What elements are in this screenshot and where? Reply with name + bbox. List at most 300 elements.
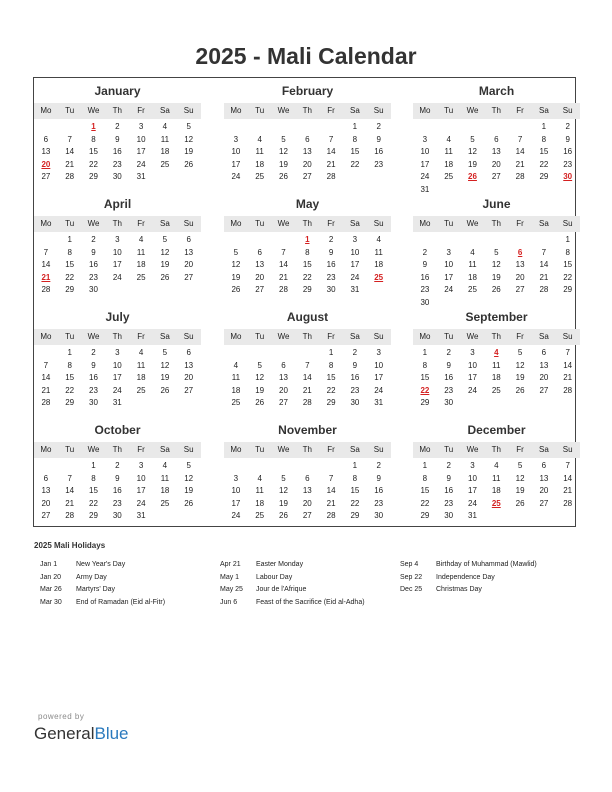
day-cell: 7	[328, 473, 334, 483]
day-cell: 14	[563, 473, 573, 483]
day-cell: 27	[184, 272, 194, 282]
day-cell: 14	[326, 147, 336, 156]
holiday-date: Sep 22	[400, 573, 423, 581]
day-cell: 15	[420, 486, 430, 495]
day-cell: 19	[231, 272, 241, 282]
weekday-header	[34, 103, 201, 119]
day-cell: 4	[494, 461, 499, 470]
day-cell: 10	[420, 147, 430, 156]
day-cell: 19	[184, 147, 194, 156]
weekday-label: Sa	[539, 445, 549, 454]
day-cell: 6	[305, 134, 310, 144]
day-cell: 8	[305, 247, 310, 257]
day-cell: 27	[302, 511, 312, 520]
day-cell: 21	[563, 486, 573, 495]
weekday-label: We	[87, 106, 100, 115]
day-cell: 10	[231, 147, 241, 156]
day-cell: 21	[539, 272, 549, 282]
day-cell: 13	[302, 486, 312, 495]
day-cell: 7	[565, 348, 570, 357]
day-cell: 23	[112, 159, 122, 169]
day-cell: 15	[89, 486, 98, 495]
day-cell: 29	[65, 285, 75, 294]
day-cell: 4	[257, 473, 262, 483]
day-cell: 9	[115, 473, 120, 483]
day-cell: 5	[470, 134, 475, 144]
weekday-label: We	[277, 219, 290, 228]
day-cell: 20	[184, 260, 194, 269]
day-cell: 17	[136, 486, 146, 495]
day-cell: 1	[328, 348, 334, 357]
day-cell: 21	[65, 498, 75, 508]
day-cell: 16	[89, 260, 98, 269]
day-cell: 2	[115, 461, 120, 470]
holiday-row	[400, 584, 570, 597]
weekday-label: We	[277, 445, 290, 454]
weekday-label: Fr	[327, 445, 335, 454]
holiday-column	[220, 559, 390, 609]
weekday-header	[34, 216, 201, 232]
day-cell: 30	[326, 285, 336, 294]
weekday-label: Mo	[40, 445, 52, 454]
weekday-label: Su	[373, 106, 384, 115]
day-cell: 26	[160, 385, 170, 395]
holiday-day-cell: 21	[41, 272, 51, 282]
day-cell: 21	[302, 385, 312, 395]
day-cell: 7	[43, 360, 49, 370]
day-cell: 16	[350, 373, 360, 382]
weekday-label: Th	[491, 332, 501, 341]
day-cell: 6	[186, 348, 191, 357]
day-cell: 11	[492, 473, 501, 483]
weekday-label: Fr	[137, 219, 145, 228]
day-cell: 3	[138, 461, 144, 470]
day-cell: 17	[350, 260, 360, 269]
day-cell: 23	[350, 385, 360, 395]
day-cell: 4	[233, 360, 239, 370]
day-cell: 31	[374, 398, 384, 407]
weekday-label: Th	[302, 106, 312, 115]
weekday-label: Tu	[65, 332, 75, 341]
weekday-label: Fr	[137, 332, 145, 341]
holiday-date: May 1	[220, 573, 240, 581]
day-cell: 18	[231, 385, 241, 395]
day-cell: 1	[565, 235, 570, 244]
day-cell: 30	[420, 297, 430, 307]
weekday-label: Mo	[230, 106, 242, 115]
day-cell: 13	[41, 486, 51, 495]
day-cell: 18	[468, 272, 477, 282]
day-cell: 23	[374, 159, 384, 169]
day-cell: 2	[352, 348, 358, 357]
holiday-date: Mar 30	[40, 598, 62, 606]
day-cell: 31	[136, 172, 146, 181]
weekday-label: Mo	[230, 445, 242, 454]
day-cell: 11	[136, 247, 146, 257]
day-cell: 27	[41, 511, 51, 520]
day-cell: 30	[350, 398, 360, 407]
holiday-name: Martyrs' Day	[76, 586, 116, 593]
day-cell: 5	[257, 360, 262, 370]
day-cell: 5	[281, 134, 286, 144]
day-cell: 26	[515, 498, 525, 508]
day-cell: 13	[302, 147, 312, 156]
day-cell: 28	[563, 498, 573, 508]
day-cell: 19	[491, 272, 501, 282]
day-cell: 17	[444, 272, 454, 282]
day-cell: 4	[376, 235, 381, 244]
day-cell: 29	[302, 285, 312, 294]
day-cell: 3	[115, 235, 120, 244]
day-cell: 2	[376, 122, 381, 131]
weekday-label: Sa	[539, 332, 549, 341]
day-cell: 27	[491, 172, 501, 181]
holiday-row	[220, 572, 390, 585]
weekday-label: Sa	[539, 219, 549, 228]
day-cell: 29	[420, 398, 430, 407]
holiday-name: Birthday of Muhammad (Mawlid)	[436, 561, 537, 568]
day-cell: 26	[160, 272, 170, 282]
day-cell: 20	[279, 385, 288, 395]
weekday-label: Tu	[65, 219, 75, 228]
day-cell: 22	[326, 385, 336, 395]
day-cell: 12	[255, 373, 265, 382]
day-cell: 18	[136, 373, 146, 382]
month-name: October	[94, 423, 141, 437]
day-cell: 24	[136, 498, 146, 508]
day-cell: 28	[326, 172, 336, 181]
day-cell: 8	[422, 473, 428, 483]
day-cell: 19	[468, 159, 477, 169]
weekday-label: We	[87, 332, 100, 341]
day-cell: 15	[539, 147, 549, 156]
weekday-label: Sa	[350, 445, 360, 454]
day-cell: 23	[112, 498, 122, 508]
day-cell: 27	[515, 285, 525, 294]
day-cell: 30	[89, 398, 98, 407]
day-cell: 25	[491, 385, 501, 395]
day-cell: 3	[470, 348, 475, 357]
day-cell: 23	[444, 498, 454, 508]
day-cell: 12	[184, 134, 194, 144]
day-cell: 16	[112, 486, 122, 495]
day-cell: 22	[539, 159, 549, 169]
day-cell: 9	[352, 360, 358, 370]
day-cell: 30	[112, 172, 122, 181]
day-cell: 26	[231, 285, 241, 294]
day-cell: 20	[302, 498, 312, 508]
day-cell: 21	[326, 498, 336, 508]
weekday-label: Su	[562, 332, 573, 341]
day-cell: 10	[374, 360, 384, 370]
day-cell: 7	[67, 134, 72, 144]
weekday-label: Th	[112, 106, 122, 115]
generalblue-logo[interactable]	[34, 724, 129, 744]
holiday-date: May 25	[220, 586, 243, 593]
day-cell: 11	[444, 147, 453, 156]
day-cell: 10	[444, 260, 454, 269]
day-cell: 22	[89, 159, 98, 169]
day-cell: 14	[326, 486, 336, 495]
day-cell: 18	[374, 260, 384, 269]
day-cell: 7	[67, 473, 72, 483]
day-cell: 20	[539, 486, 549, 495]
day-cell: 6	[186, 235, 191, 244]
weekday-label: Tu	[255, 332, 265, 341]
day-cell: 15	[89, 147, 98, 156]
day-cell: 21	[65, 159, 75, 169]
weekday-label: Tu	[255, 219, 265, 228]
day-cell: 24	[136, 159, 146, 169]
day-cell: 23	[374, 498, 384, 508]
brand-general: General	[34, 724, 95, 743]
day-cell: 15	[350, 147, 360, 156]
month-name: March	[478, 84, 515, 98]
day-cell: 27	[539, 385, 549, 395]
weekday-label: Fr	[516, 445, 524, 454]
day-cell: 1	[91, 461, 96, 470]
month-name: April	[103, 197, 132, 211]
day-cell: 24	[420, 172, 430, 181]
weekday-header	[413, 329, 580, 345]
weekday-label: Th	[302, 219, 312, 228]
day-cell: 8	[67, 360, 72, 370]
day-cell: 13	[539, 473, 549, 483]
day-cell: 16	[89, 373, 98, 382]
holiday-day-cell: 1	[305, 235, 310, 244]
day-cell: 10	[231, 486, 241, 495]
day-cell: 18	[160, 147, 170, 156]
holiday-day-cell: 4	[494, 348, 499, 357]
day-cell: 8	[328, 360, 334, 370]
day-cell: 2	[376, 461, 381, 470]
day-cell: 13	[491, 147, 501, 156]
weekday-header	[413, 216, 580, 232]
weekday-label: Su	[183, 106, 194, 115]
day-cell: 24	[231, 511, 241, 520]
day-cell: 2	[91, 348, 96, 357]
day-cell: 12	[279, 147, 288, 156]
powered-by-text: powered by	[38, 712, 85, 721]
day-cell: 6	[281, 360, 286, 370]
weekday-label: We	[466, 445, 479, 454]
day-cell: 14	[515, 147, 525, 156]
day-cell: 1	[67, 235, 72, 244]
day-cell: 14	[65, 147, 75, 156]
day-cell: 27	[539, 498, 549, 508]
day-cell: 24	[374, 385, 384, 395]
weekday-label: Th	[491, 219, 501, 228]
weekday-label: Su	[562, 219, 573, 228]
holiday-date: Sep 4	[400, 561, 419, 568]
day-cell: 6	[494, 134, 499, 144]
day-cell: 29	[89, 172, 98, 181]
day-cell: 17	[374, 373, 384, 382]
day-cell: 17	[112, 373, 122, 382]
day-cell: 22	[420, 498, 430, 508]
day-cell: 17	[231, 159, 241, 169]
day-cell: 15	[302, 260, 312, 269]
day-cell: 14	[539, 260, 549, 269]
day-cell: 18	[444, 159, 454, 169]
day-cell: 3	[138, 122, 144, 131]
day-cell: 8	[91, 473, 96, 483]
day-cell: 11	[136, 360, 146, 370]
day-cell: 9	[446, 473, 451, 483]
day-cell: 16	[374, 486, 384, 495]
day-cell: 7	[305, 360, 310, 370]
day-cell: 11	[160, 134, 170, 144]
day-cell: 4	[162, 122, 168, 131]
day-cell: 17	[420, 159, 430, 169]
holiday-row	[40, 559, 210, 572]
weekday-label: Fr	[516, 219, 524, 228]
day-cell: 3	[422, 134, 428, 144]
day-cell: 5	[517, 348, 523, 357]
day-cell: 16	[374, 147, 384, 156]
day-cell: 20	[255, 272, 265, 282]
day-cell: 21	[41, 385, 51, 395]
day-cell: 16	[563, 147, 573, 156]
day-cell: 19	[279, 159, 288, 169]
day-cell: 13	[184, 360, 194, 370]
weekday-label: Tu	[65, 106, 75, 115]
weekday-label: Mo	[230, 332, 242, 341]
day-cell: 4	[138, 348, 144, 357]
day-cell: 6	[43, 134, 49, 144]
day-cell: 24	[350, 272, 360, 282]
day-cell: 12	[515, 473, 525, 483]
day-cell: 24	[468, 498, 477, 508]
weekday-label: Fr	[137, 445, 145, 454]
day-cell: 10	[112, 247, 122, 257]
day-cell: 25	[136, 385, 146, 395]
day-cell: 9	[115, 134, 120, 144]
day-cell: 29	[326, 398, 336, 407]
day-cell: 17	[112, 260, 122, 269]
day-cell: 29	[563, 285, 573, 294]
day-cell: 30	[444, 511, 454, 520]
day-cell: 29	[350, 511, 360, 520]
day-cell: 15	[65, 260, 75, 269]
weekday-label: Tu	[65, 445, 75, 454]
holiday-row	[220, 584, 390, 597]
day-cell: 13	[184, 247, 194, 257]
weekday-label: Tu	[444, 106, 454, 115]
day-cell: 28	[539, 285, 549, 294]
day-cell: 19	[255, 385, 265, 395]
day-cell: 3	[352, 235, 358, 244]
day-cell: 11	[255, 486, 264, 495]
weekday-label: Su	[183, 219, 194, 228]
day-cell: 6	[305, 473, 310, 483]
day-cell: 12	[231, 260, 241, 269]
day-cell: 25	[160, 498, 170, 508]
day-cell: 6	[43, 473, 49, 483]
day-cell: 23	[89, 272, 98, 282]
day-cell: 8	[91, 134, 96, 144]
day-cell: 8	[565, 247, 570, 257]
day-cell: 2	[115, 122, 120, 131]
day-cell: 15	[420, 373, 430, 382]
day-cell: 12	[160, 247, 170, 257]
weekday-label: We	[466, 106, 479, 115]
day-cell: 3	[470, 461, 475, 470]
day-cell: 29	[89, 511, 98, 520]
holiday-day-cell: 6	[517, 247, 523, 257]
day-cell: 17	[468, 373, 477, 382]
holiday-date: Jan 1	[40, 561, 58, 568]
day-cell: 28	[279, 285, 288, 294]
weekday-label: Sa	[160, 219, 170, 228]
day-cell: 23	[444, 385, 454, 395]
day-cell: 25	[468, 285, 477, 294]
day-cell: 2	[328, 235, 334, 244]
day-cell: 18	[255, 159, 265, 169]
day-cell: 25	[444, 172, 454, 181]
day-cell: 14	[279, 260, 288, 269]
day-cell: 10	[468, 360, 477, 370]
day-cell: 20	[491, 159, 501, 169]
day-cell: 18	[491, 486, 501, 495]
day-cell: 28	[302, 398, 312, 407]
day-cell: 21	[515, 159, 525, 169]
weekday-label: Sa	[160, 445, 170, 454]
day-cell: 10	[136, 473, 146, 483]
holiday-row	[220, 597, 390, 610]
day-cell: 15	[65, 373, 75, 382]
day-cell: 19	[515, 486, 525, 495]
day-cell: 31	[420, 184, 430, 194]
month-name: June	[482, 197, 511, 211]
day-cell: 5	[162, 348, 168, 357]
day-cell: 31	[136, 511, 146, 520]
day-cell: 20	[515, 272, 525, 282]
day-cell: 13	[539, 360, 549, 370]
holiday-name: Easter Monday	[256, 561, 304, 568]
day-cell: 8	[67, 247, 72, 257]
weekday-label: Tu	[255, 106, 265, 115]
day-cell: 28	[563, 385, 573, 395]
day-cell: 14	[41, 373, 51, 382]
day-cell: 9	[376, 134, 381, 144]
weekday-label: Tu	[444, 219, 454, 228]
day-cell: 9	[376, 473, 381, 483]
holiday-day-cell: 30	[563, 172, 573, 181]
weekday-label: We	[87, 445, 100, 454]
day-cell: 20	[539, 373, 549, 382]
weekday-label: Tu	[444, 445, 454, 454]
day-cell: 17	[231, 498, 241, 508]
day-cell: 17	[136, 147, 146, 156]
day-cell: 13	[41, 147, 51, 156]
day-cell: 3	[115, 348, 120, 357]
day-cell: 20	[184, 373, 194, 382]
day-cell: 21	[563, 373, 573, 382]
day-cell: 24	[231, 172, 241, 181]
holiday-date: Apr 21	[220, 561, 241, 568]
weekday-label: Fr	[327, 332, 335, 341]
day-cell: 26	[491, 285, 501, 294]
weekday-label: Su	[373, 445, 384, 454]
day-cell: 24	[112, 385, 122, 395]
day-cell: 7	[541, 247, 547, 257]
day-cell: 22	[302, 272, 312, 282]
day-cell: 23	[420, 285, 430, 294]
day-cell: 26	[279, 511, 288, 520]
weekday-label: Mo	[40, 106, 52, 115]
weekday-label: Sa	[160, 332, 170, 341]
